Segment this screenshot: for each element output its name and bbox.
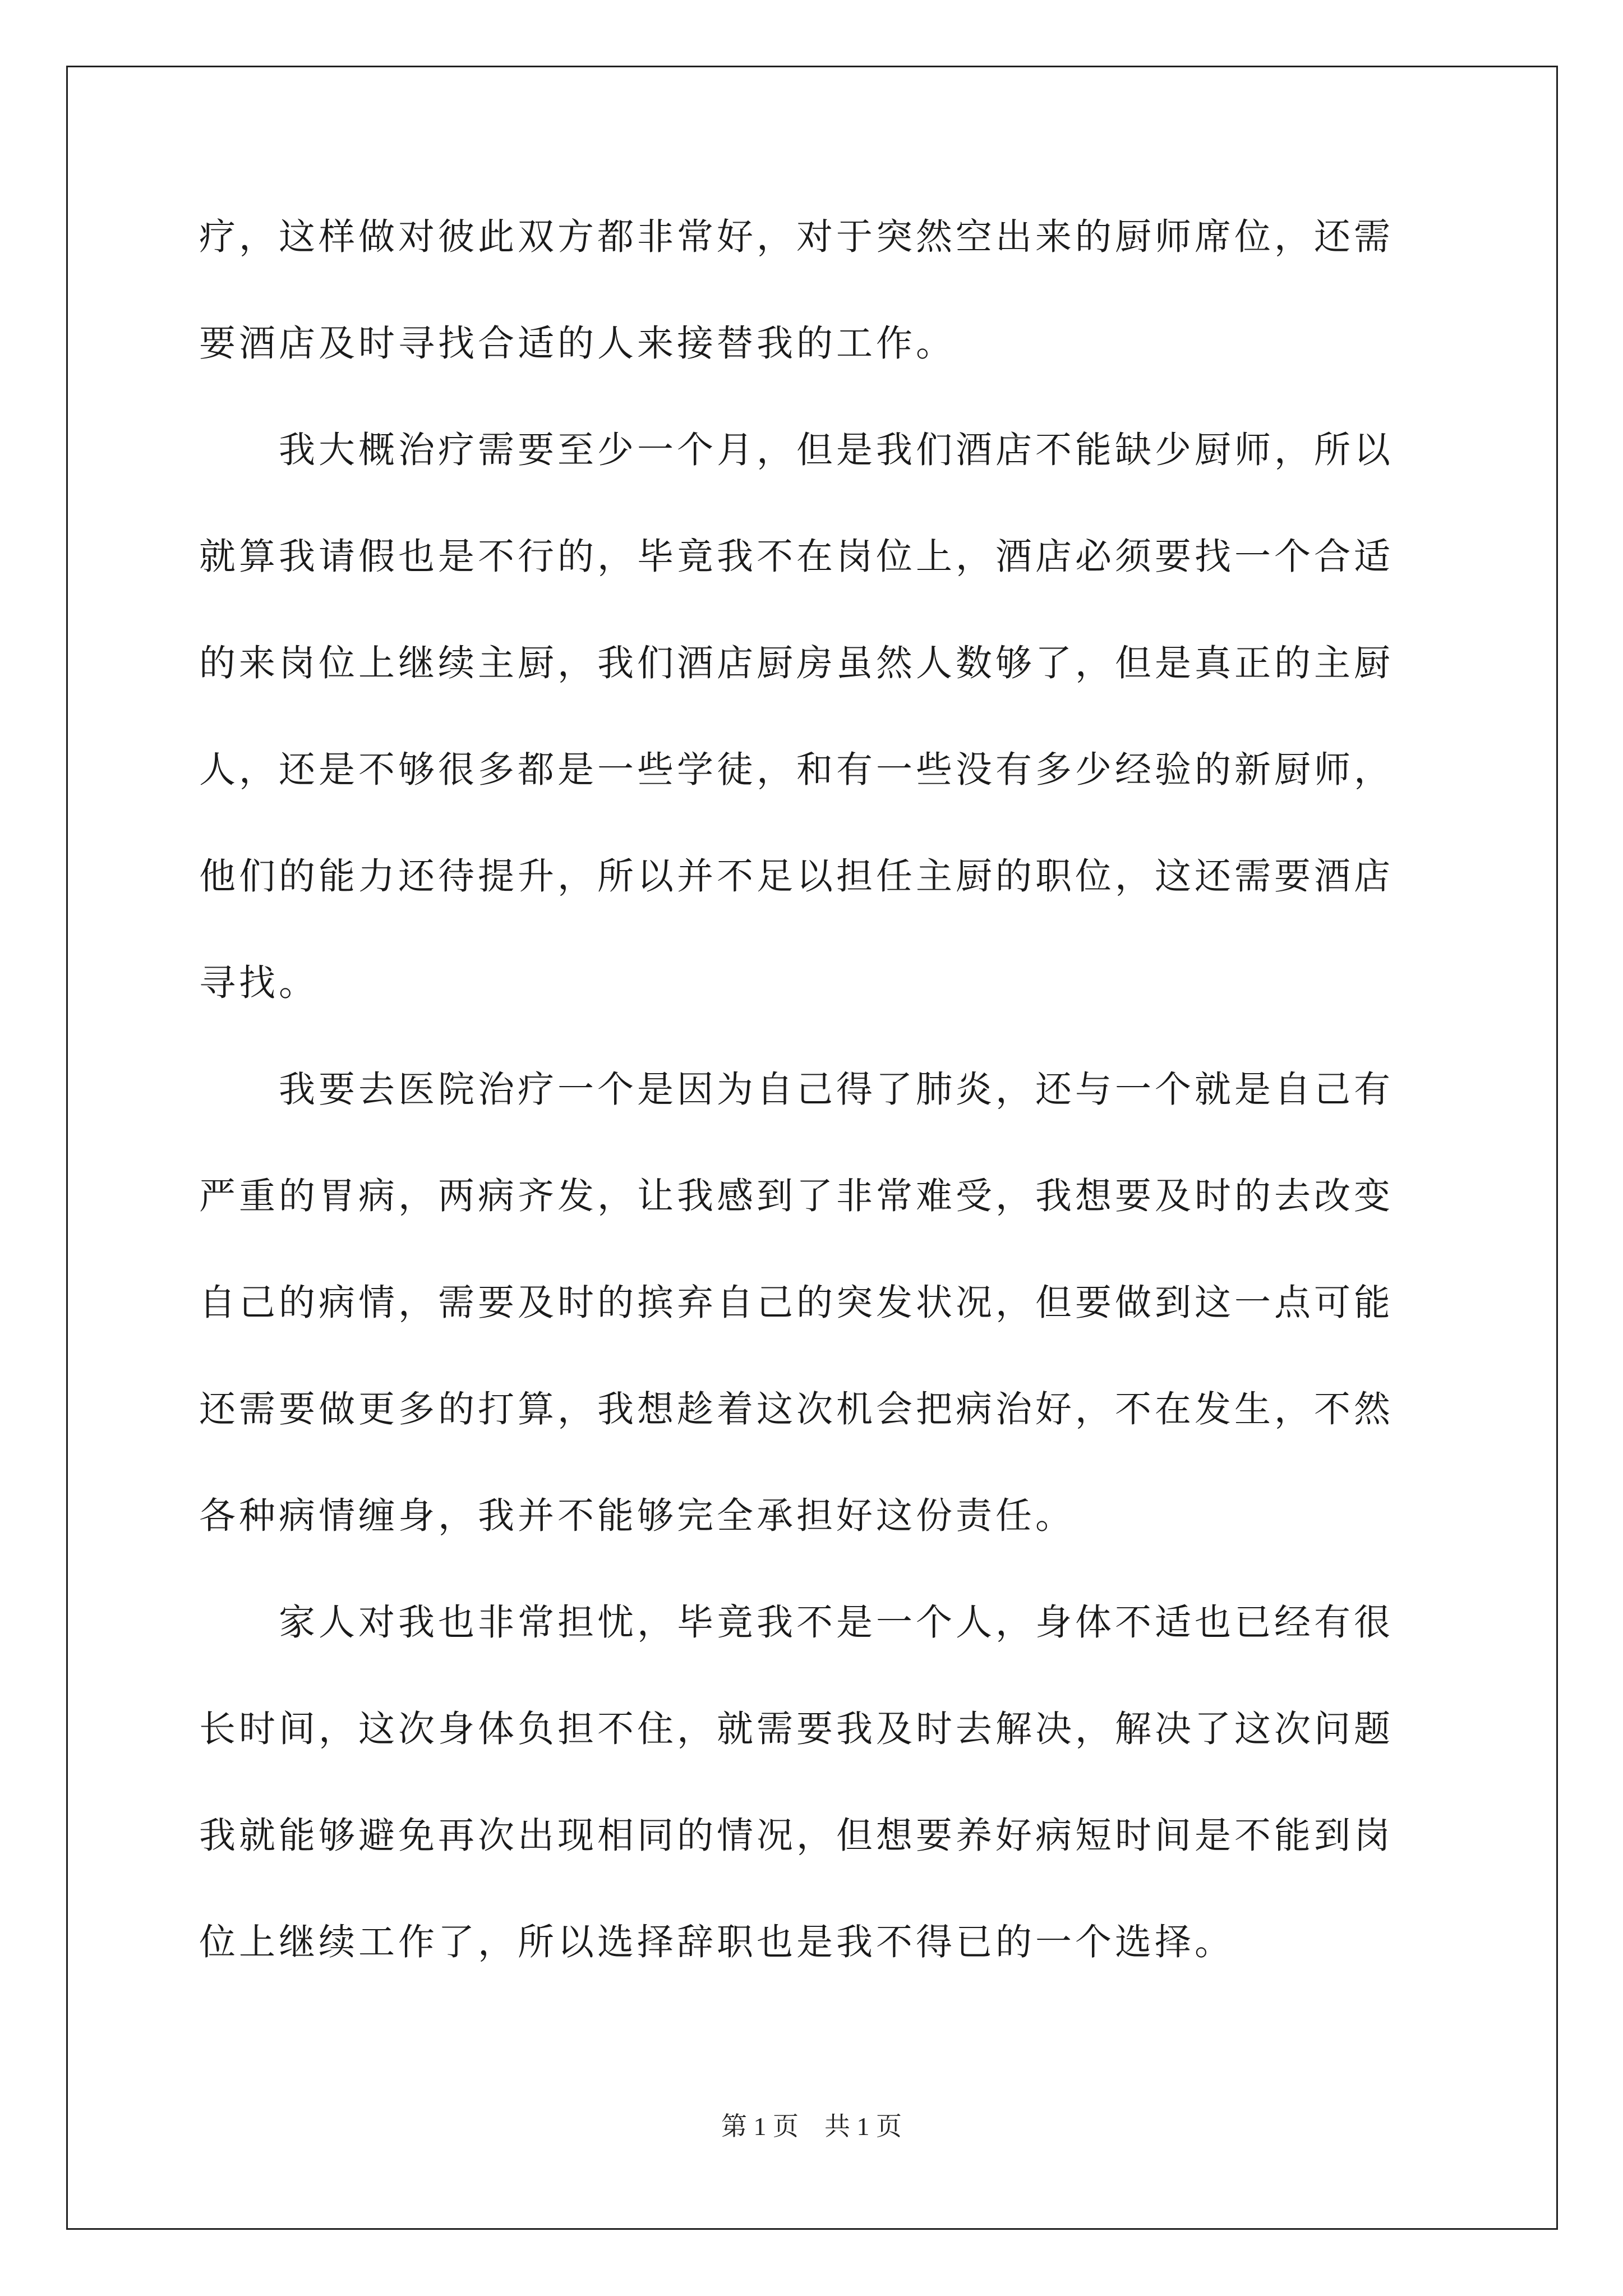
text-line-14: 家人对我也非常担忧，毕竟我不是一个人，身体不适也已经有很 <box>199 1602 1394 1644</box>
text-line-13: 各种病情缠身，我并不能够完全承担好这份责任。 <box>199 1495 1076 1537</box>
text-line-3: 我大概治疗需要至少一个月，但是我们酒店不能缺少厨师，所以 <box>199 429 1394 471</box>
text-line-6: 人，还是不够很多都是一些学徒，和有一些没有多少经验的新厨师， <box>199 749 1394 791</box>
text-line-7: 他们的能力还待提升，所以并不足以担任主厨的职位，这还需要酒店 <box>199 855 1394 898</box>
text-line-10: 严重的胃病，两病齐发，让我感到了非常难受，我想要及时的去改变 <box>199 1175 1394 1217</box>
text-line-2: 要酒店及时寻找合适的人来接替我的工作。 <box>199 323 956 365</box>
text-line-1: 疗，这样做对彼此双方都非常好，对于突然空出来的厨师席位，还需 <box>199 216 1394 258</box>
text-line-15: 长时间，这次身体负担不住，就需要我及时去解决，解决了这次问题 <box>199 1708 1394 1750</box>
page-number-footer: 第 1 页 共 1 页 <box>721 2112 902 2141</box>
text-line-12: 还需要做更多的打算，我想趁着这次机会把病治好，不在发生，不然 <box>199 1388 1394 1430</box>
text-line-8: 寻找。 <box>199 962 319 1004</box>
text-line-11: 自己的病情，需要及时的摈弃自己的突发状况，但要做到这一点可能 <box>199 1282 1394 1324</box>
text-line-9: 我要去医院治疗一个是因为自己得了肺炎，还与一个就是自己有 <box>199 1069 1394 1111</box>
text-line-17: 位上继续工作了，所以选择辞职也是我不得已的一个选择。 <box>199 1921 1235 1963</box>
text-line-4: 就算我请假也是不行的，毕竟我不在岗位上，酒店必须要找一个合适 <box>199 536 1394 578</box>
document-body <box>199 213 1430 2025</box>
text-line-5: 的来岗位上继续主厨，我们酒店厨房虽然人数够了，但是真正的主厨 <box>199 642 1394 684</box>
text-line-16: 我就能够避免再次出现相同的情况，但想要养好病短时间是不能到岗 <box>199 1815 1394 1857</box>
